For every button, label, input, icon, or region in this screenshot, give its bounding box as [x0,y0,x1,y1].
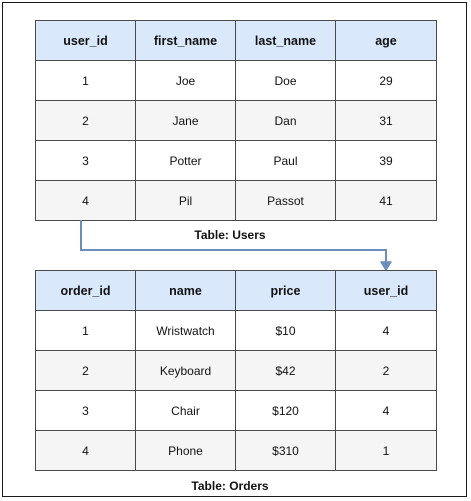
table-cell: $310 [236,431,336,471]
users-header-age: age [336,21,437,61]
arrow-head-icon [381,262,391,270]
table-cell: Keyboard [136,351,236,391]
table-cell: $42 [236,351,336,391]
users-header-last-name: last_name [236,21,336,61]
table-cell: 1 [336,431,437,471]
table-cell: Passot [236,181,336,221]
users-header-user-id: user_id [36,21,136,61]
table-cell: Wristwatch [136,311,236,351]
table-cell: Dan [236,101,336,141]
orders-header-user-id: user_id [336,271,437,311]
table-cell: Doe [236,61,336,101]
table-cell: Pil [136,181,236,221]
table-cell: Paul [236,141,336,181]
orders-header-row [36,271,437,311]
orders-table [35,270,437,471]
users-header-first-name: first_name [136,21,236,61]
orders-header-price: price [236,271,336,311]
table-cell: $120 [236,391,336,431]
table-cell: $10 [236,311,336,351]
table-cell: 1 [36,311,136,351]
table-row [36,311,437,351]
users-table-caption: Table: Users [194,228,266,242]
connector-line [81,220,386,263]
table-row [36,351,437,391]
table-cell: 3 [36,141,136,181]
table-cell: 4 [336,391,437,431]
table-cell: Phone [136,431,236,471]
table-cell: 41 [336,181,437,221]
table-cell: Chair [136,391,236,431]
table-cell: 39 [336,141,437,181]
table-cell: 4 [336,311,437,351]
table-cell: 31 [336,101,437,141]
orders-table-caption: Table: Orders [191,479,269,493]
orders-header-name: name [136,271,236,311]
table-cell: Joe [136,61,236,101]
table-cell: Jane [136,101,236,141]
table-row [36,431,437,471]
table-cell: 2 [336,351,437,391]
table-cell: 4 [36,181,136,221]
table-cell: 3 [36,391,136,431]
table-cell: 2 [36,101,136,141]
table-cell: 1 [36,61,136,101]
table-cell: Potter [136,141,236,181]
table-cell: 2 [36,351,136,391]
table-cell: 29 [336,61,437,101]
orders-header-order-id: order_id [36,271,136,311]
table-row [36,391,437,431]
table-cell: 4 [36,431,136,471]
